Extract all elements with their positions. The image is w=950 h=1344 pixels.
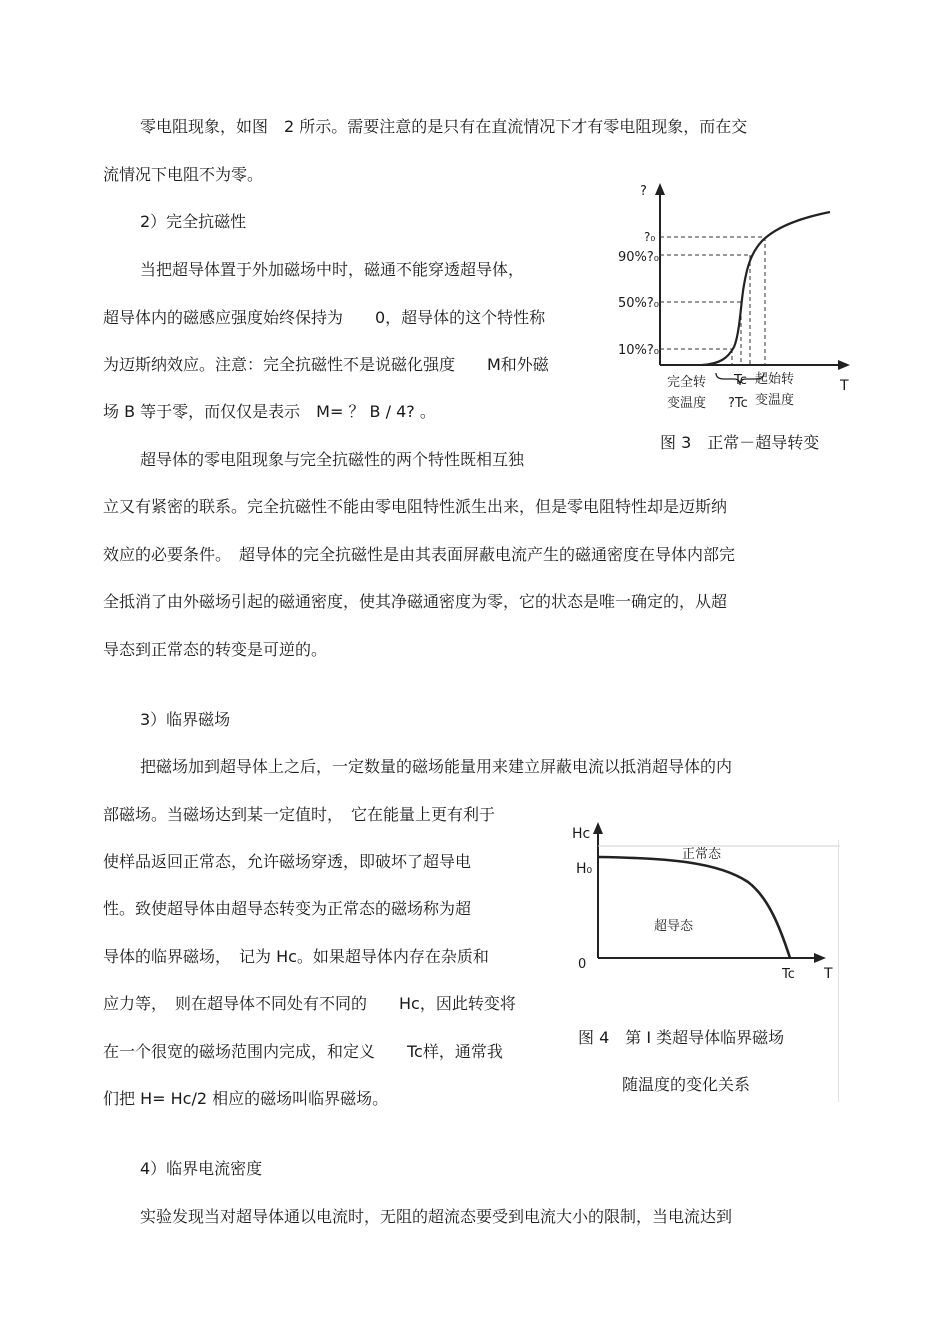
para3-line5: 导态到正常态的转变是可逆的。 [103, 640, 328, 659]
fig4-critical-field-curve [598, 857, 790, 958]
fig3-x-label: T [840, 378, 849, 394]
para5-line1: 实验发现当对超导体通以电流时，无阻的超流态要受到电流大小的限制，当电流达到 [140, 1207, 733, 1226]
fig3-10-label: 10%?₀ [618, 343, 660, 358]
figure4-chart [558, 812, 840, 982]
fig3-y-arrow [655, 183, 665, 195]
fig3-rho0-label: ?₀ [644, 230, 656, 244]
fig3-left-label-2: 变温度 [667, 396, 707, 411]
fig3-90-label: 90%?₀ [618, 250, 660, 265]
heading-complete-diamagnetism: 2）完全抗磁性 [140, 212, 247, 231]
fig3-y-label: ? [640, 184, 647, 199]
para1-line1: 零电阻现象，如图 2 所示。需要注意的是只有在直流情况下才有零电阻现象，而在交 [140, 117, 748, 136]
para2-line4: 场 B 等于零，而仅仅是表示 M= ？ B / 4? 。 [103, 402, 436, 421]
fig4-x-label: T [824, 966, 833, 982]
para4-line7: 在一个很宽的磁场范围内完成，和定义 Tc样，通常我 [103, 1042, 503, 1061]
para4-line6: 应力等， 则在超导体不同处有不同的 Hc，因此转变将 [103, 994, 516, 1013]
fig4-frame-right [838, 840, 839, 1102]
fig3-x-arrow [838, 360, 850, 370]
para4-line5: 导体的临界磁场， 记为 Hc。如果超导体内存在杂质和 [103, 947, 489, 966]
para3-line2: 立又有紧密的联系。完全抗磁性不能由零电阻特性派生出来，但是零电阻特性却是迈斯纳 [103, 497, 728, 516]
para3-line3: 效应的必要条件。 超导体的完全抗磁性是由其表面屏蔽电流产生的磁通密度在导体内部完 [103, 545, 736, 564]
fig3-caption: 图 3 正常－超导转变 [660, 433, 820, 452]
fig4-super-state-label: 超导态 [654, 919, 694, 934]
fig3-delta-tc-label: ?Tc [728, 396, 748, 411]
fig4-origin-label: 0 [578, 957, 587, 972]
fig4-caption-line1: 图 4 第 I 类超导体临界磁场 [578, 1028, 785, 1047]
para2-line1: 当把超导体置于外加磁场中时，磁通不能穿透超导体， [140, 260, 525, 279]
fig4-normal-state-label: 正常态 [682, 847, 722, 862]
figure3-chart [610, 175, 850, 415]
fig3-tc-label: Tc [734, 373, 747, 388]
fig3-transition-curve [702, 212, 830, 365]
fig4-tc-label: Tc [782, 967, 795, 982]
para4-line8: 们把 H= Hc/2 相应的磁场叫临界磁场。 [103, 1089, 389, 1108]
para1-line2: 流情况下电阻不为零。 [103, 165, 264, 184]
fig4-caption-line2: 随温度的变化关系 [622, 1075, 751, 1094]
fig4-h0-label: H₀ [576, 861, 593, 877]
para3-line4: 全抵消了由外磁场引起的磁通密度，使其净磁通密度为零，它的状态是唯一确定的，从超 [103, 592, 728, 611]
fig3-left-label-1: 完全转 [667, 375, 707, 390]
fig4-y-arrow [593, 822, 603, 834]
para4-line3: 使样品返回正常态，允许磁场穿透，即破坏了超导电 [103, 852, 472, 871]
fig3-right-label-1: 起始转 [755, 372, 795, 387]
fig4-x-arrow [814, 953, 826, 963]
para3-line1: 超导体的零电阻现象与完全抗磁性的两个特性既相互独 [140, 450, 525, 469]
para4-line1: 把磁场加到超导体上之后，一定数量的磁场能量用来建立屏蔽电流以抵消超导体的内 [140, 757, 733, 776]
para4-line4: 性。致使超导体由超导态转变为正常态的磁场称为超 [103, 899, 472, 918]
para2-line2: 超导体内的磁感应强度始终保持为 0，超导体的这个特性称 [103, 308, 546, 327]
heading-critical-current: 4）临界电流密度 [140, 1159, 263, 1178]
heading-critical-field: 3）临界磁场 [140, 710, 231, 729]
fig3-50-label: 50%?₀ [618, 296, 660, 311]
para2-line3: 为迈斯纳效应。注意：完全抗磁性不是说磁化强度 M和外磁 [103, 355, 549, 374]
para4-line2: 部磁场。当磁场达到某一定值时， 它在能量上更有利于 [103, 805, 496, 824]
fig4-y-label: Hc [572, 826, 591, 842]
fig3-right-label-2: 变温度 [755, 393, 795, 408]
